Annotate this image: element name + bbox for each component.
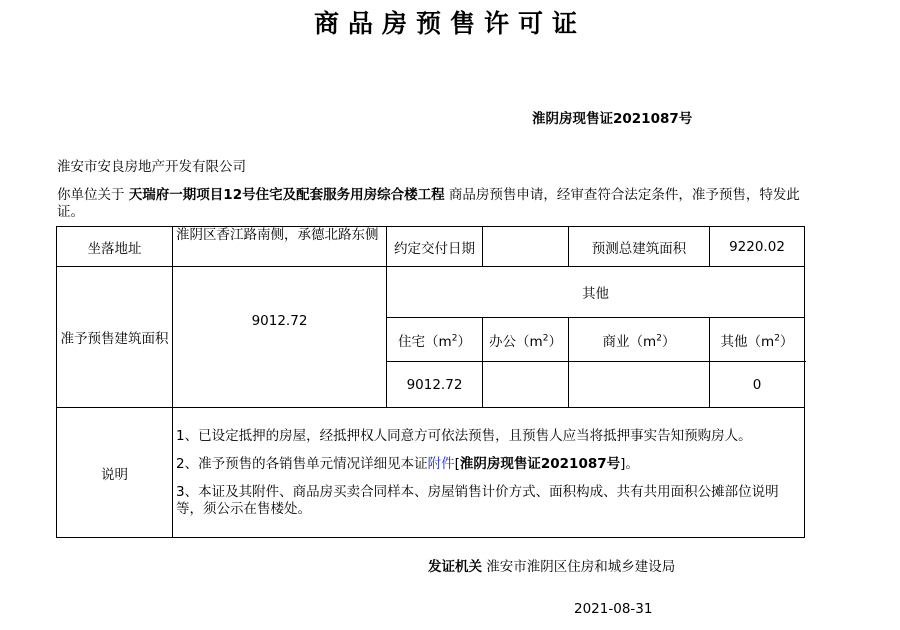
note-3: 3、本证及其附件、商品房买卖合同样本、房屋销售计价方式、面积构成、共有共用面积公摊部位说明等，须公示在售楼处。 — [176, 483, 779, 517]
col-residential-header: 住宅$(m^2)$ — [387, 318, 483, 362]
note-1: 1、已设定抵押的房屋，经抵押权人同意方可依法预售，且预售人应当将抵押事实告知预购房人。 — [176, 427, 752, 444]
project-name: 天瑞府一期项目12号住宅及配套服务用房综合楼工程 — [128, 187, 445, 203]
intro-paragraph — [57, 187, 807, 221]
company-name: 淮安市安良房地产开发有限公司 — [57, 159, 246, 175]
delivery-label: 约定交付日期 — [387, 227, 483, 267]
permit-table — [56, 226, 805, 538]
other-header: 其他 — [387, 267, 805, 318]
table-row — [57, 408, 805, 538]
intro-prefix: 你单位关于 — [57, 187, 129, 203]
table-row — [57, 227, 805, 267]
col-commercial-value — [569, 362, 710, 408]
issue-date: 2021-08-31 — [574, 601, 653, 617]
issuer-label: 发证机关 — [428, 559, 482, 575]
intro-suffix: 商品房预售申请，经审查符合法定条件，准予预售，特发此证。 — [57, 187, 800, 220]
col-other-header: 其他$(m^2)$ — [710, 318, 805, 362]
notes-label: 说明 — [57, 408, 173, 538]
total-area-value: 9220.02 — [710, 227, 805, 267]
table-row — [57, 267, 805, 318]
col-office-value — [483, 362, 569, 408]
col-residential-value: 9012.72 — [387, 362, 483, 408]
notes-cell — [173, 408, 805, 538]
note-2: 2、准予预售的各销售单元情况详细见本证附件[淮阴房现售证2021087号]。 — [176, 455, 639, 472]
col-office-header: 办公$(m^2)$ — [483, 318, 569, 362]
total-area-label: 预测总建筑面积 — [569, 227, 710, 267]
col-other-value: 0 — [710, 362, 805, 408]
certificate-number: 淮阴房现售证2021087号 — [532, 111, 693, 127]
delivery-value — [483, 227, 569, 267]
issuer-value: 淮安市淮阴区住房和城乡建设局 — [482, 559, 676, 575]
col-commercial-header: 商业$(m^2)$ — [569, 318, 710, 362]
issuer-line — [428, 555, 675, 575]
presale-area-value: 9012.72 — [173, 267, 387, 408]
presale-area-label: 准予预售建筑面积 — [57, 267, 173, 408]
document-title: 商品房预售许可证 — [313, 9, 586, 38]
attachment-link[interactable]: 附件 — [427, 455, 455, 472]
location-label: 坐落地址 — [57, 227, 173, 267]
attachment-cert-no: 淮阴房现售证2021087号 — [459, 455, 621, 472]
location-value: 淮阴区香江路南侧，承德北路东侧 — [173, 227, 387, 267]
